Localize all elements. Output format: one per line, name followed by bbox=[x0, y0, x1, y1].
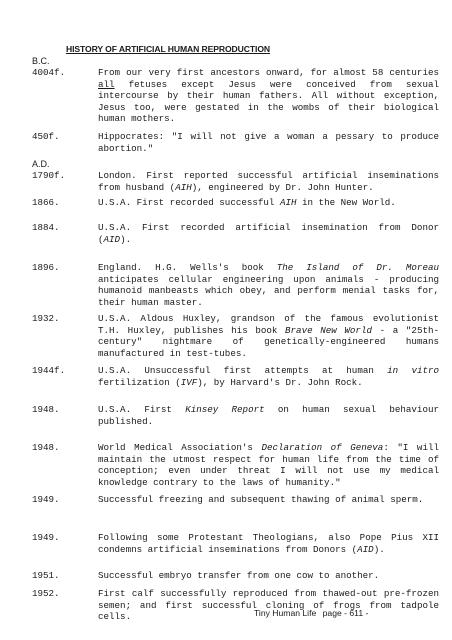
entry-date: 4004f. bbox=[32, 67, 66, 78]
entry-text bbox=[98, 67, 439, 125]
entry-text-run: - a "25th-century" nightmare of genetically-engineered humans manufactured in test-tubes. bbox=[98, 324, 439, 359]
entry-text-run: on human sexual behaviour published. bbox=[98, 404, 439, 427]
emphasis-text: Brave New World bbox=[285, 324, 372, 336]
footer-page-number: page - 611 - bbox=[322, 608, 369, 618]
emphasis-text: AIH bbox=[279, 197, 297, 208]
entry-text bbox=[98, 131, 439, 154]
entry-text-run: ), engineered by Dr. John Hunter. bbox=[191, 181, 374, 193]
entry-date: 1884. bbox=[32, 222, 60, 233]
entry-date: 1790f. bbox=[32, 170, 66, 181]
entry-text bbox=[98, 222, 439, 245]
entry-date: 1948. bbox=[32, 442, 60, 453]
entry-text bbox=[98, 365, 439, 388]
footer-book-title: Tiny Human Life bbox=[254, 608, 317, 618]
entry-text-run: U.S.A. First bbox=[98, 404, 186, 415]
era-label-ad: A.D. bbox=[32, 159, 50, 169]
entry-text bbox=[98, 170, 439, 193]
entry-date: 1949. bbox=[32, 494, 60, 505]
entry-text-run: Hippocrates: "I will not give a woman a pessary to produce abortion." bbox=[98, 131, 439, 154]
emphasis-text: in vitro bbox=[387, 365, 440, 376]
entry-text-run: Successful freezing and subsequent thawing of animal sperm. bbox=[98, 494, 424, 505]
entry-text-run: fetuses except Jesus were conceived from sexual intercourse by their human fathers. All without exception, Jesus too, were gestated in the wombs of their biological human mothers. bbox=[98, 78, 439, 125]
entry-date: 1932. bbox=[32, 313, 60, 324]
entry-text-run: First calf successfully reproduced from thawed-out pre-frozen semen; and first successful cloning of frogs from tadpole cells. bbox=[98, 588, 439, 623]
page-footer bbox=[254, 608, 368, 618]
entry-date: 1949. bbox=[32, 532, 60, 543]
entry-text-run: World Medical Association's bbox=[98, 442, 262, 453]
entry-text-run: : "I will maintain the utmost respect for human life from the time of conception; even under threat I will not use my medical knowledge contrary to the laws of humanity." bbox=[98, 442, 439, 488]
entry-text-run: fertilization ( bbox=[98, 376, 181, 388]
entry-date: 1896. bbox=[32, 262, 60, 273]
entry-text-run: London. First reported successful artificial inseminations from husband ( bbox=[98, 170, 439, 193]
entry-text bbox=[98, 570, 439, 582]
entry-text bbox=[98, 262, 439, 308]
era-label-bc: B.C. bbox=[32, 56, 50, 66]
entry-text-run: Successful embryo transfer from one cow to another. bbox=[98, 570, 380, 581]
underlined-text: all bbox=[98, 78, 115, 90]
entry-text bbox=[98, 197, 439, 209]
emphasis-text: AID bbox=[103, 233, 121, 245]
entry-text bbox=[98, 442, 439, 488]
entry-text-run: England. H.G. Wells's book bbox=[98, 262, 277, 273]
entry-text bbox=[98, 313, 439, 359]
entry-text-run: ). bbox=[373, 543, 385, 555]
entry-text-run: U.S.A. First recorded artificial insemination from Donor ( bbox=[98, 222, 439, 245]
entry-date: 1866. bbox=[32, 197, 60, 208]
entry-date: 1948. bbox=[32, 404, 60, 415]
emphasis-text: IVF bbox=[180, 376, 198, 388]
emphasis-text: The Island of Dr. Moreau bbox=[276, 262, 439, 273]
entry-date: 450f. bbox=[32, 131, 60, 142]
entry-date: 1951. bbox=[32, 570, 60, 581]
entry-text-run: U.S.A. Aldous Huxley, grandson of the famous evolutionist T.H. Huxley, publishes his book bbox=[98, 313, 439, 336]
entry-text bbox=[98, 404, 439, 427]
entry-date: 1952. bbox=[32, 588, 60, 599]
emphasis-text: AID bbox=[357, 543, 374, 555]
emphasis-text: AIH bbox=[175, 181, 192, 193]
emphasis-text: Declaration of Geneva bbox=[261, 442, 384, 453]
entry-text-run: ). bbox=[120, 233, 132, 245]
entry-text bbox=[98, 532, 439, 555]
document-title: HISTORY OF ARTIFICIAL HUMAN REPRODUCTION bbox=[66, 44, 271, 54]
entry-text-run: From our very first ancestors onward, for almost 58 centuries bbox=[98, 67, 439, 78]
entry-date: 1944f. bbox=[32, 365, 66, 376]
entry-text-run: Following some Protestant Theologians, also Pope Pius XII condemns artificial inseminations from Donors ( bbox=[98, 532, 439, 555]
emphasis-text: Kinsey Report bbox=[185, 404, 265, 415]
entry-text-run: anticipates cellular engineering upon animals - producing humanoid manbeasts which obey, and perform menial tasks for, their human master. bbox=[98, 273, 439, 308]
entry-text-run: U.S.A. First recorded successful bbox=[98, 197, 280, 208]
entry-text-run: ), by Harvard's Dr. John Rock. bbox=[197, 376, 363, 388]
entry-text bbox=[98, 494, 439, 506]
entry-text-run: U.S.A. Unsuccessful first attempts at human bbox=[98, 365, 388, 376]
entry-text-run: in the New World. bbox=[296, 197, 396, 208]
